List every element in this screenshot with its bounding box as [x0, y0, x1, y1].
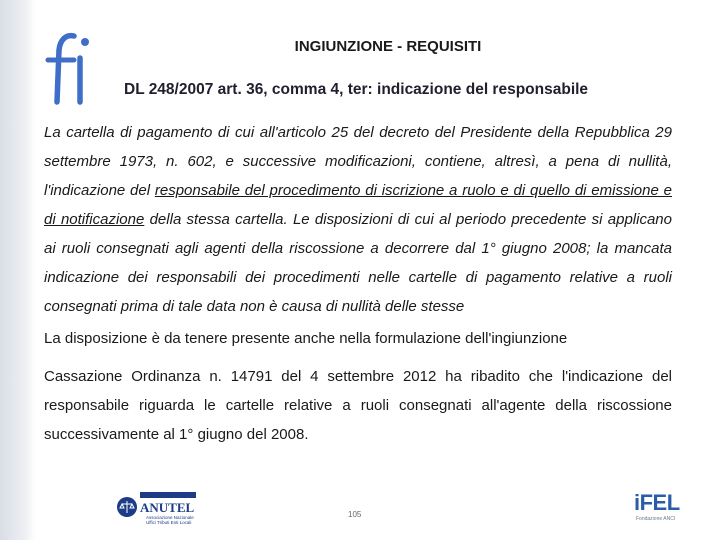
law-quote-underlined: responsabile del procedimento di iscrizione a ruolo e di quello di emissione e di notificazione — [44, 182, 672, 228]
law-quote-paragraph — [44, 118, 672, 321]
ifel-label: iFEL — [634, 490, 680, 515]
scales-icon — [116, 496, 138, 518]
anutel-label: ANUTEL — [140, 500, 195, 515]
sidebar-band — [0, 0, 36, 540]
page-title: INGIUNZIONE - REQUISITI — [294, 38, 482, 55]
cassazione-paragraph: Cassazione Ordinanza n. 14791 del 4 settembre 2012 ha ribadito che l'indicazione del responsabile riguarda le cartelle relative a ruoli consegnati all'agente della riscossione successivamente al 1° giugno del 2008. — [44, 368, 672, 443]
ifel-tagline: Fondazione ANCI — [636, 516, 676, 522]
law-quote-part2: della stessa cartella. Le disposizioni di cui al periodo precedente si applicano ai ruoli consegnati agli agenti della riscossione a decorrere dal 1° giugno 2008; la mancata indicazione dei responsabili dei procedimenti nelle cartelle di pagamento relative a ruoli consegnati prima di tale data non è causa di nullità delle stesse — [44, 211, 672, 315]
note-paragraph: La disposizione è da tenere presente anche nella formulazione dell'ingiunzione — [44, 330, 568, 347]
anutel-top-bar — [140, 492, 196, 498]
page-subtitle: DL 248/2007 art. 36, comma 4, ter: indicazione del responsabile — [124, 81, 589, 98]
anutel-logo — [116, 490, 196, 525]
main-content — [44, 118, 672, 449]
law-quote-part1: La cartella di pagamento di cui all'articolo 25 del decreto del Presidente della Repubblica 29 settembre 1973, n. 602, e successive modificazioni, contiene, altresì, a pena di nullità, l'indicazione del — [44, 124, 672, 199]
ifel-logo — [634, 490, 688, 526]
anutel-tagline: Associazione Nazionale Uffici Tributi Enti Locali — [146, 515, 194, 525]
page-number: 105 — [348, 510, 362, 519]
